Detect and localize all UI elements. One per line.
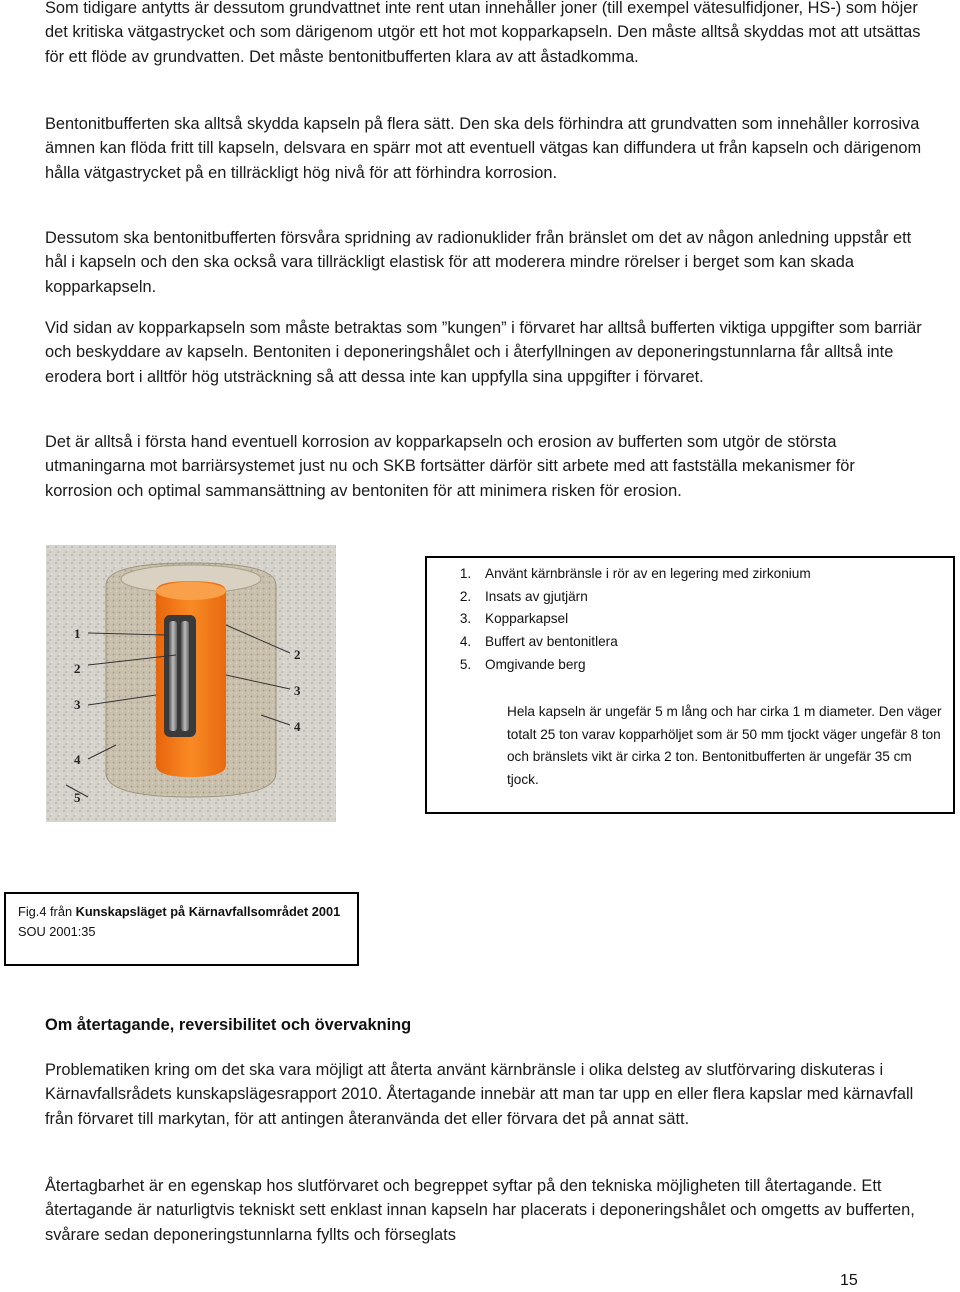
paragraph-challenges: Det är alltså i första hand eventuell korrosion av kopparkapseln och erosion av bufferten som utgör de största utmaningarna mot barriärsystemet just nu och SKB fortsätter därför sitt arbete med att fastställa mekanismer för korrosion och optimal sammansättning av bentoniten för att minimera risken för erosion.: [45, 433, 855, 500]
legend-item: 2. Insats av gjutjärn: [475, 586, 811, 609]
caption-source-title: Kunskapsläget på Kärnavfallsområdet 2001: [75, 904, 341, 919]
figure-label-4: 4: [74, 752, 81, 767]
cast-iron-insert-shape: [164, 615, 196, 737]
figure-label-5: 5: [74, 790, 81, 805]
paragraph-capsule-king: Vid sidan av kopparkapseln som måste betraktas som ”kungen” i förvaret har alltså bufferten viktiga uppgifter som barriär och beskyddare av kapseln. Bentoniten i deponeringshålet och i återfyllningen av deponeringstunnlarna får alltså inte erodera bort i alltför hög utsträckning så att dessa inte kan uppfylla sina uppgifter i förvaret.: [45, 319, 922, 386]
figure-label-2: 2: [74, 661, 81, 676]
legend-item: 1. Använt kärnbränsle i rör av en legering med zirkonium: [475, 563, 811, 586]
figure-label-right-4: 4: [294, 719, 301, 734]
paragraph-buffer-protection: Bentonitbufferten ska alltså skydda kapseln på flera sätt. Den ska dels förhindra att grundvatten som innehåller korrosiva ämnen kan flöda fritt till kapseln, delsvara en spärr mot att eventuell vätgas kan diffundera ut från kapseln och därigenom hålla vätgastrycket på en tillräckligt hög nivå för att förhindra korrosion.: [45, 115, 922, 182]
caption-prefix: Fig.4 från: [18, 904, 76, 919]
paragraph-radionuclides: Dessutom ska bentonitbufferten försvåra spridning av radionuklider från bränslet om det av någon anledning uppstår ett hål i kapseln och den ska också vara tillräckligt elastisk för att moderera mindre rörelser i berget som kan skada kopparkapseln.: [45, 229, 912, 296]
legend-item: 3. Kopparkapsel: [475, 608, 811, 631]
section-heading: Om återtagande, reversibilitet och övervakning: [45, 1016, 412, 1034]
paragraph-retrieval: Problematiken kring om det ska vara möjligt att återta använt kärnbränsle i olika delsteg av slutförvaring diskuteras i Kärnavfallsrådets kunskapslägesrapport 2010. Återtagande innebär att man tar upp en eller flera kapslar med kärnavfall från förvaret till markytan, för att antingen återanvända det eller förvara det på annat sätt.: [45, 1061, 914, 1128]
figure-label-1: 1: [74, 626, 81, 641]
paragraph-retrievability: Återtagbarhet är en egenskap hos slutförvaret och begreppet syftar på den tekniska möjligheten till återtagande. Ett återtagande är naturligtvis tekniskt sett enklast innan kapseln har placerats i deponeringshålet och omgetts av bufferten, svårare sedan deponeringstunnlarna fyllts och förseglats: [45, 1177, 915, 1244]
legend-item: 5. Omgivande berg: [475, 654, 811, 677]
caption-reference: SOU 2001:35: [18, 924, 96, 939]
legend-list: [457, 563, 811, 677]
figure-label-3: 3: [74, 697, 81, 712]
paragraph-groundwater: Som tidigare antytts är dessutom grundvattnet inte rent utan innehåller joner (till exempel vätesulfidjoner, HS-) som höjer det kritiska vätgastrycket och som därigenom utgör ett hot mot kopparkapseln. Den måste alltså skyddas mot att utsättas för ett flöde av grundvatten. Det måste bentonitbufferten klara av att åstadkomma.: [45, 0, 921, 66]
page-number: 15: [840, 1272, 858, 1289]
figure-label-right-3: 3: [294, 683, 301, 698]
legend-description: Hela kapseln är ungefär 5 m lång och har cirka 1 m diameter. Den väger totalt 25 ton varav kopparhöljet som är 50 mm tjockt väger ungefär 8 ton och bränslets vikt är cirka 2 ton. Bentonitbufferten är ungefär 35 cm tjock.: [507, 704, 942, 788]
capsule-illustration: [46, 545, 336, 822]
figure-caption: [4, 892, 359, 966]
figure-label-right-2: 2: [294, 647, 301, 662]
legend-item: 4. Buffert av bentonitlera: [475, 631, 811, 654]
legend-box: [425, 556, 955, 814]
caption-line: [18, 902, 357, 922]
